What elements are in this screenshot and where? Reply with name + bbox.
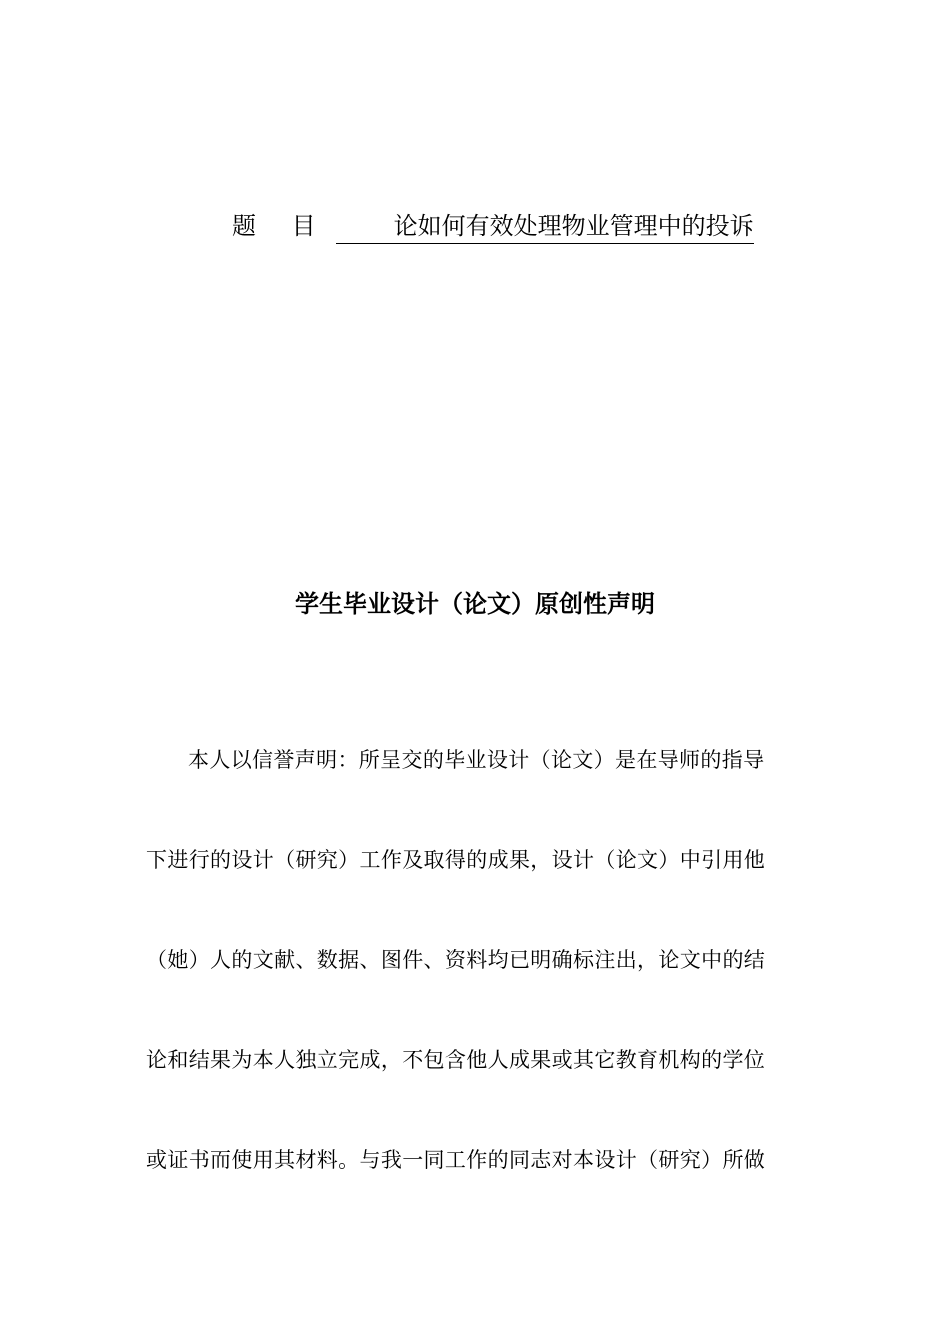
declaration-line: （她）人的文献、数据、图件、资料均已明确标注出，论文中的结 [146, 948, 766, 972]
declaration-line: 或证书而使用其材料。与我一同工作的同志对本设计（研究）所做 [146, 1148, 766, 1172]
title-label: 题 目 [232, 212, 330, 240]
declaration-line: 论和结果为本人独立完成，不包含他人成果或其它教育机构的学位 [146, 1048, 766, 1072]
thesis-title: 论如何有效处理物业管理中的投诉 [336, 209, 754, 244]
thesis-title-row [232, 206, 754, 246]
declaration-line: 本人以信誉声明：所呈交的毕业设计（论文）是在导师的指导 [188, 748, 765, 772]
declaration-line: 下进行的设计（研究）工作及取得的成果，设计（论文）中引用他 [146, 848, 766, 872]
declaration-body [146, 740, 796, 1240]
declaration-heading: 学生毕业设计（论文）原创性声明 [295, 590, 655, 618]
